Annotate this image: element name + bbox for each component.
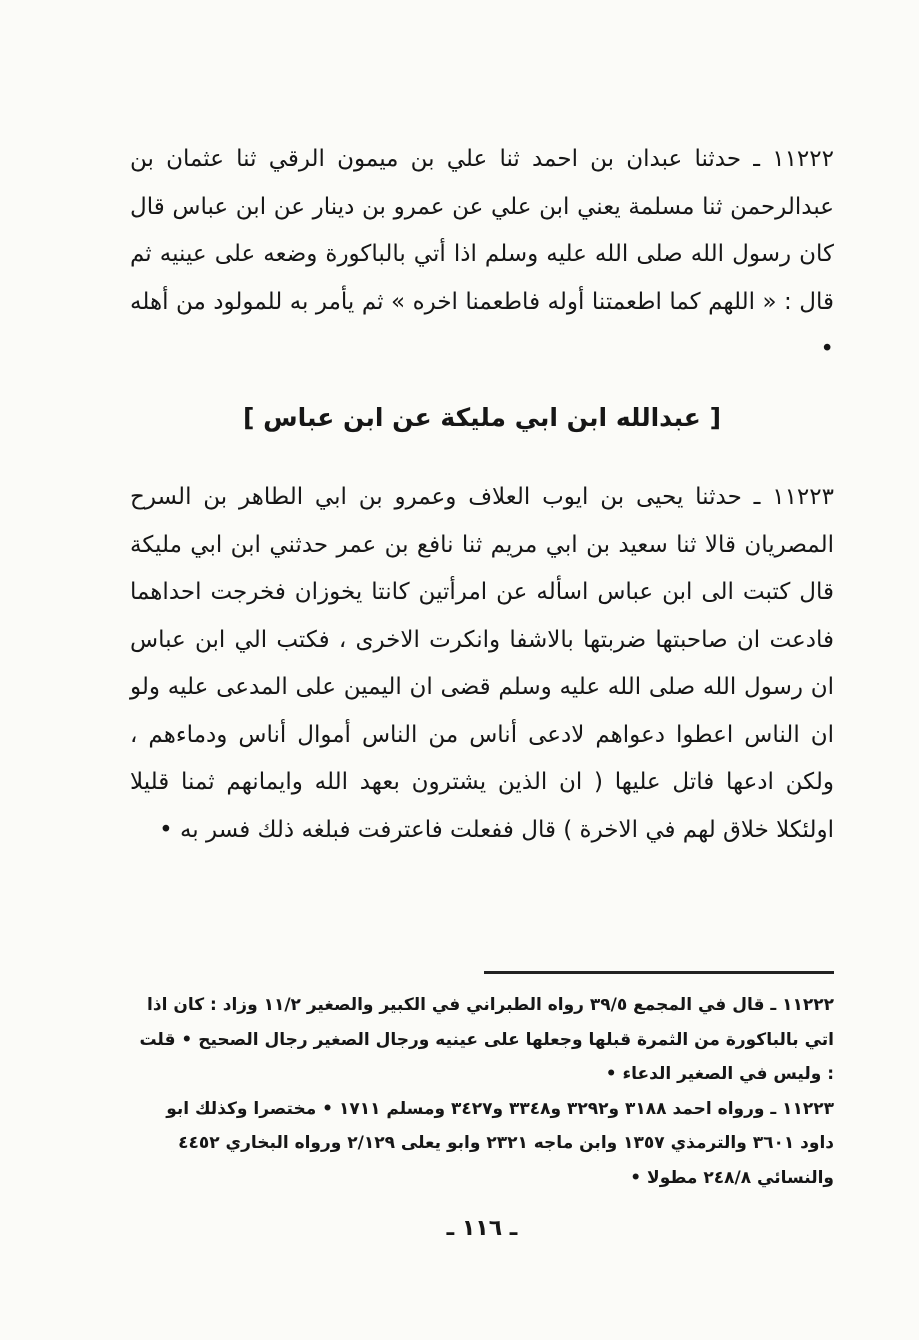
hadith-11222-paragraph: ١١٢٢٢ ـ حدثنا عبدان بن احمد ثنا علي بن ميمون الرقي ثنا عثمان بن عبدالرحمن ثنا مسلمة يعني ابن علي عن عمرو بن دينار عن ابن عباس قال كان رسول الله صلى الله عليه وسلم اذا أتي بالباكورة وضعه على عينيه ثم قال : « اللهم كما اطعمتنا أوله فاطعمنا اخره » ثم يأمر به للمولود من أهله • [130, 146, 834, 362]
footnotes [130, 988, 834, 1195]
section-heading: [ عبدالله ابن ابي مليكة عن ابن عباس ] [242, 403, 721, 432]
footnote-11222: ١١٢٢٢ ـ قال في المجمع ٣٩/٥ رواه الطبراني في الكبير والصغير ١١/٢ وزاد : كان اذا اتي بالباكورة من الثمرة قبلها وجعلها على عينيه ورجال الصغير رجال الصحيح • قلت : وليس في الصغير الدعاء • [139, 995, 834, 1084]
footnote-11223: ١١٢٢٣ ـ ورواه احمد ٣١٨٨ و٣٢٩٢ و٣٣٤٨ و٣٤٢٧ ومسلم ١٧١١ • مختصرا وكذلك ابو داود ٣٦٠١ والترمذي ١٣٥٧ وابن ماجه ٢٣٢١ وابو يعلى ٢/١٢٩ ورواه البخاري ٤٤٥٢ والنسائي ٢٤٨/٨ مطولا • [166, 1098, 834, 1188]
footnote-divider [484, 971, 834, 974]
hadith-11223-paragraph: ١١٢٢٣ ـ حدثنا يحيى بن ايوب العلاف وعمرو بن ابي الطاهر بن السرح المصريان قالا ثنا سعيد بن ابي مريم ثنا نافع بن عمر حدثني ابن ابي مليكة قال كتبت الى ابن عباس اسأله عن امرأتين كانتا يخوزان فخرجت احداهما فادعت ان صاحبتها ضربتها بالاشفا وانكرت الاخرى ، فكتب الي ابن عباس ان رسول الله صلى الله عليه وسلم قضى ان اليمين على المدعى عليه ولو ان الناس اعطوا دعواهم لادعى أناس من الناس أموال أناس ودماءهم ، ولكن ادعها فاتل عليها ( ان الذين يشترون بعهد الله وايمانهم ثمنا قليلا اولئكلا خلاق لهم في الاخرة ) قال ففعلت فاعترفت فبلغه ذلك فسر به • [130, 484, 834, 843]
page-number: ـ ١١٦ ـ [446, 1216, 518, 1241]
